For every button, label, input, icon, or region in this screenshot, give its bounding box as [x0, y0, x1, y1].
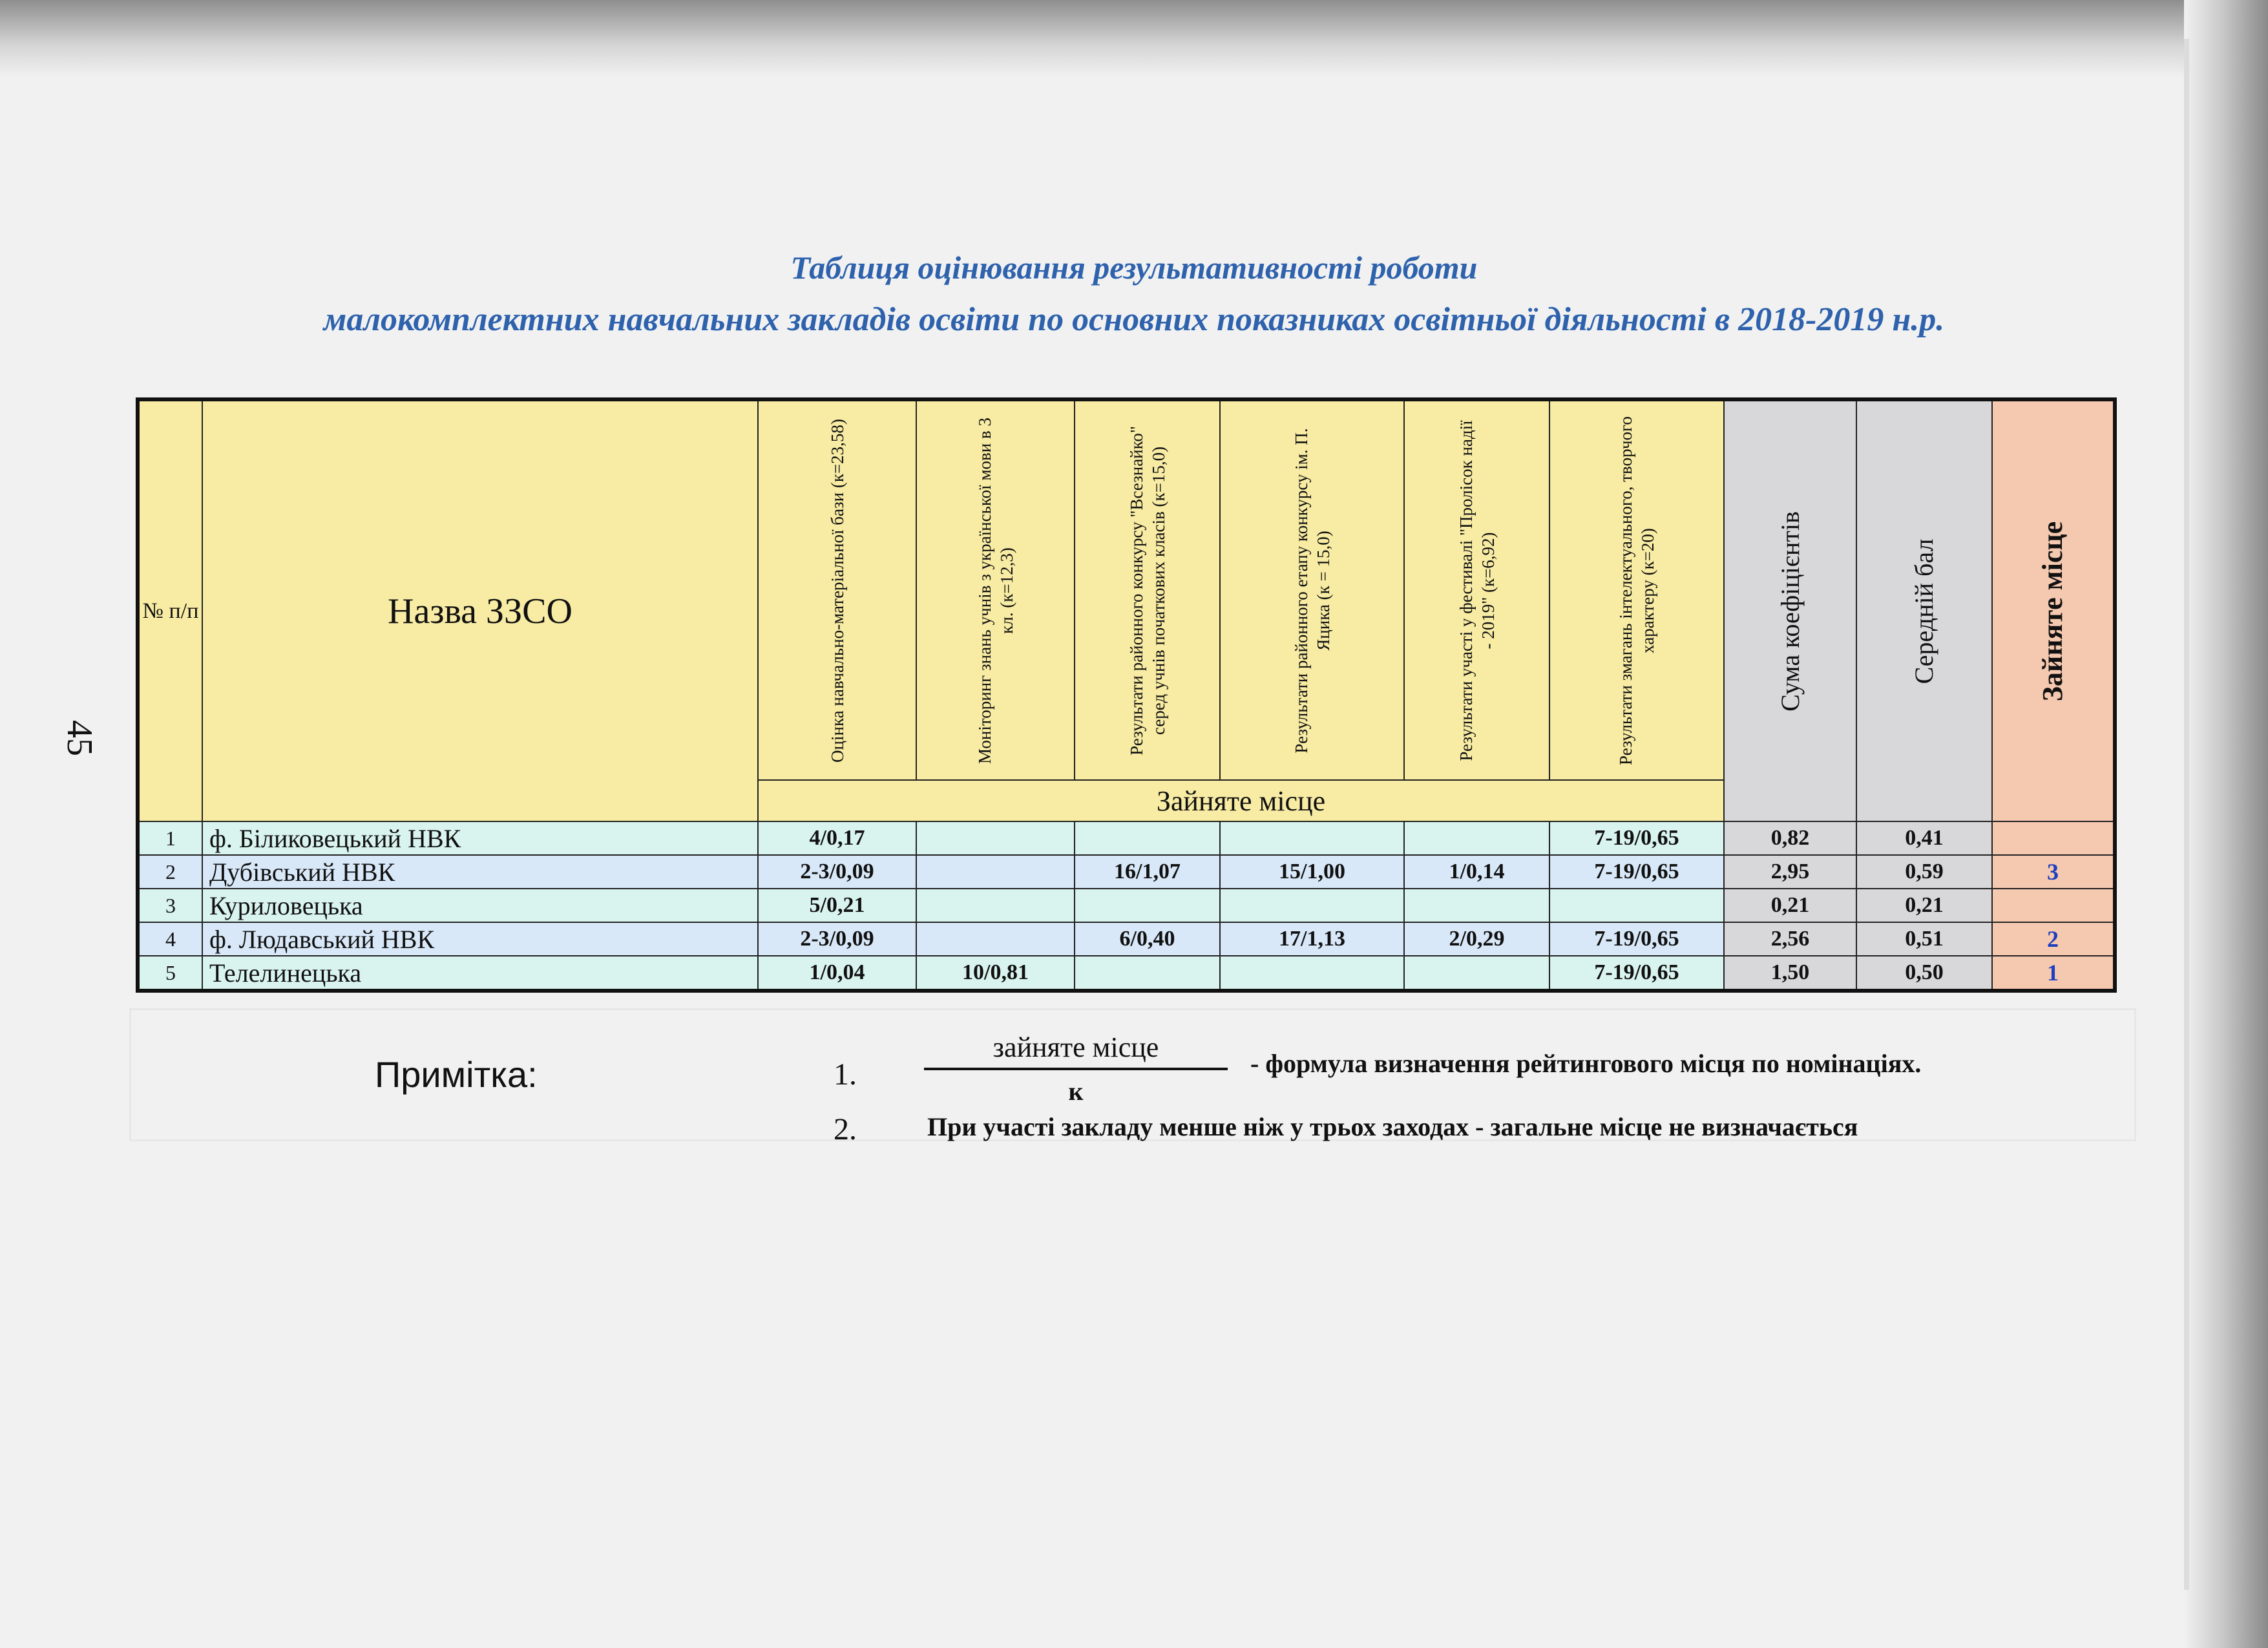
cell-sum: 2,95 [1724, 855, 1856, 889]
formula-numerator: зайняте місце [992, 1031, 1159, 1063]
col-header-material-base [758, 399, 916, 780]
cell-sum: 0,82 [1724, 821, 1856, 855]
col-header-text: Моніторинг знань учнів з української мови в 3 кл. (к=12,3) [974, 417, 1016, 764]
col-header-sum [1724, 399, 1856, 821]
formula-denominator: к [1068, 1077, 1084, 1106]
col-header-place [1992, 399, 2115, 821]
col-header-text: Середній бал [1909, 538, 1938, 684]
col-header-competitions [1549, 399, 1724, 780]
cell-average: 0,21 [1856, 889, 1992, 922]
cell-value: 7-19/0,65 [1549, 821, 1724, 855]
note-item-2-text: При участі закладу менше ніж у трьох заходах - загальне місце не визначається [927, 1112, 1858, 1141]
note-label: Примітка: [375, 1054, 538, 1095]
col-header-monitoring [916, 399, 1075, 780]
cell-value [1075, 821, 1220, 855]
col-header-festival [1404, 399, 1549, 780]
cell-value [916, 889, 1075, 922]
row-number: 2 [138, 855, 202, 889]
cell-sum: 2,56 [1724, 922, 1856, 956]
cell-value: 2-3/0,09 [758, 922, 916, 956]
cell-value: 6/0,40 [1075, 922, 1220, 956]
note-item-2-number: 2. [834, 1112, 857, 1146]
col-header-vseznaiko [1075, 399, 1220, 780]
row-number: 3 [138, 889, 202, 922]
cell-place [1992, 821, 2115, 855]
cell-average: 0,41 [1856, 821, 1992, 855]
school-name: ф. Біликовецький НВК [202, 821, 758, 855]
cell-value: 2/0,29 [1404, 922, 1549, 956]
cell-average: 0,59 [1856, 855, 1992, 889]
school-name: ф. Людавський НВК [202, 922, 758, 956]
col-header-text: Оцінка навчально-матеріальної бази (к=23,58) [827, 418, 847, 763]
cell-value: 17/1,13 [1220, 922, 1404, 956]
cell-value: 7-19/0,65 [1549, 855, 1724, 889]
col-header-number: № п/п [138, 399, 202, 821]
school-name: Телелинецька [202, 956, 758, 991]
cell-value [1404, 821, 1549, 855]
col-header-text: Зайняте місце [2037, 521, 2068, 701]
table-row [138, 821, 2115, 855]
title-line-2: малокомплектних навчальних закладів освіти по основних показниках освітньої діяльності в 2018-2019 н.р. [323, 301, 1945, 338]
table-row [138, 922, 2115, 956]
note-item-1-number: 1. [834, 1057, 857, 1092]
cell-value: 1/0,04 [758, 956, 916, 991]
table-row [138, 956, 2115, 991]
results-table [136, 397, 2117, 993]
cell-value: 7-19/0,65 [1549, 922, 1724, 956]
table-row [138, 889, 2115, 922]
cell-value [1404, 889, 1549, 922]
row-number: 4 [138, 922, 202, 956]
col-header-text: Результати змагань інтелектуального, творчого характеру (к=20) [1616, 416, 1657, 765]
col-header-text: Результати районного конкурсу "Всезнайко" серед учнів початкових класів (к=15,0) [1126, 425, 1168, 755]
cell-value [1075, 956, 1220, 991]
title-line-1: Таблиця оцінювання результативності роботи [790, 249, 1478, 286]
cell-sum: 0,21 [1724, 889, 1856, 922]
table-row [138, 855, 2115, 889]
subheader-place: Зайняте місце [758, 780, 1724, 821]
note-item-1-text: - формула визначення рейтингового місця по номінаціях. [1250, 1049, 1922, 1078]
cell-value [916, 922, 1075, 956]
cell-value [1220, 821, 1404, 855]
row-number: 5 [138, 956, 202, 991]
school-name: Куриловецька [202, 889, 758, 922]
cell-value: 4/0,17 [758, 821, 916, 855]
cell-value [1075, 889, 1220, 922]
cell-value [916, 821, 1075, 855]
cell-value: 10/0,81 [916, 956, 1075, 991]
cell-average: 0,50 [1856, 956, 1992, 991]
school-name: Дубівський НВК [202, 855, 758, 889]
cell-place: 3 [1992, 855, 2115, 889]
cell-value [1549, 889, 1724, 922]
cell-value [916, 855, 1075, 889]
cell-value: 16/1,07 [1075, 855, 1220, 889]
col-header-average [1856, 399, 1992, 821]
col-header-text: Результати участі у фестивалі "Пролісок надії - 2019" (к=6,92) [1456, 419, 1498, 761]
cell-place: 2 [1992, 922, 2115, 956]
col-header-yatsyk [1220, 399, 1404, 780]
col-header-text: Сума коефіцієнтів [1775, 511, 1805, 712]
cell-value [1404, 956, 1549, 991]
cell-sum: 1,50 [1724, 956, 1856, 991]
col-header-text: Результати районного етапу конкурсу ім. П. Яцика (к = 15,0) [1291, 427, 1333, 754]
cell-place [1992, 889, 2115, 922]
formula-fraction-line [924, 1068, 1228, 1070]
page-number: 45 [59, 720, 100, 756]
scan-shadow-top [0, 0, 2268, 78]
cell-value: 2-3/0,09 [758, 855, 916, 889]
cell-value: 15/1,00 [1220, 855, 1404, 889]
cell-value: 1/0,14 [1404, 855, 1549, 889]
cell-value [1220, 956, 1404, 991]
scan-shadow-right [2184, 0, 2268, 1648]
row-number: 1 [138, 821, 202, 855]
table-header-row [138, 399, 2115, 780]
cell-value [1220, 889, 1404, 922]
col-header-name: Назва ЗЗСО [202, 399, 758, 821]
cell-place: 1 [1992, 956, 2115, 991]
cell-value: 5/0,21 [758, 889, 916, 922]
cell-value: 7-19/0,65 [1549, 956, 1724, 991]
cell-average: 0,51 [1856, 922, 1992, 956]
